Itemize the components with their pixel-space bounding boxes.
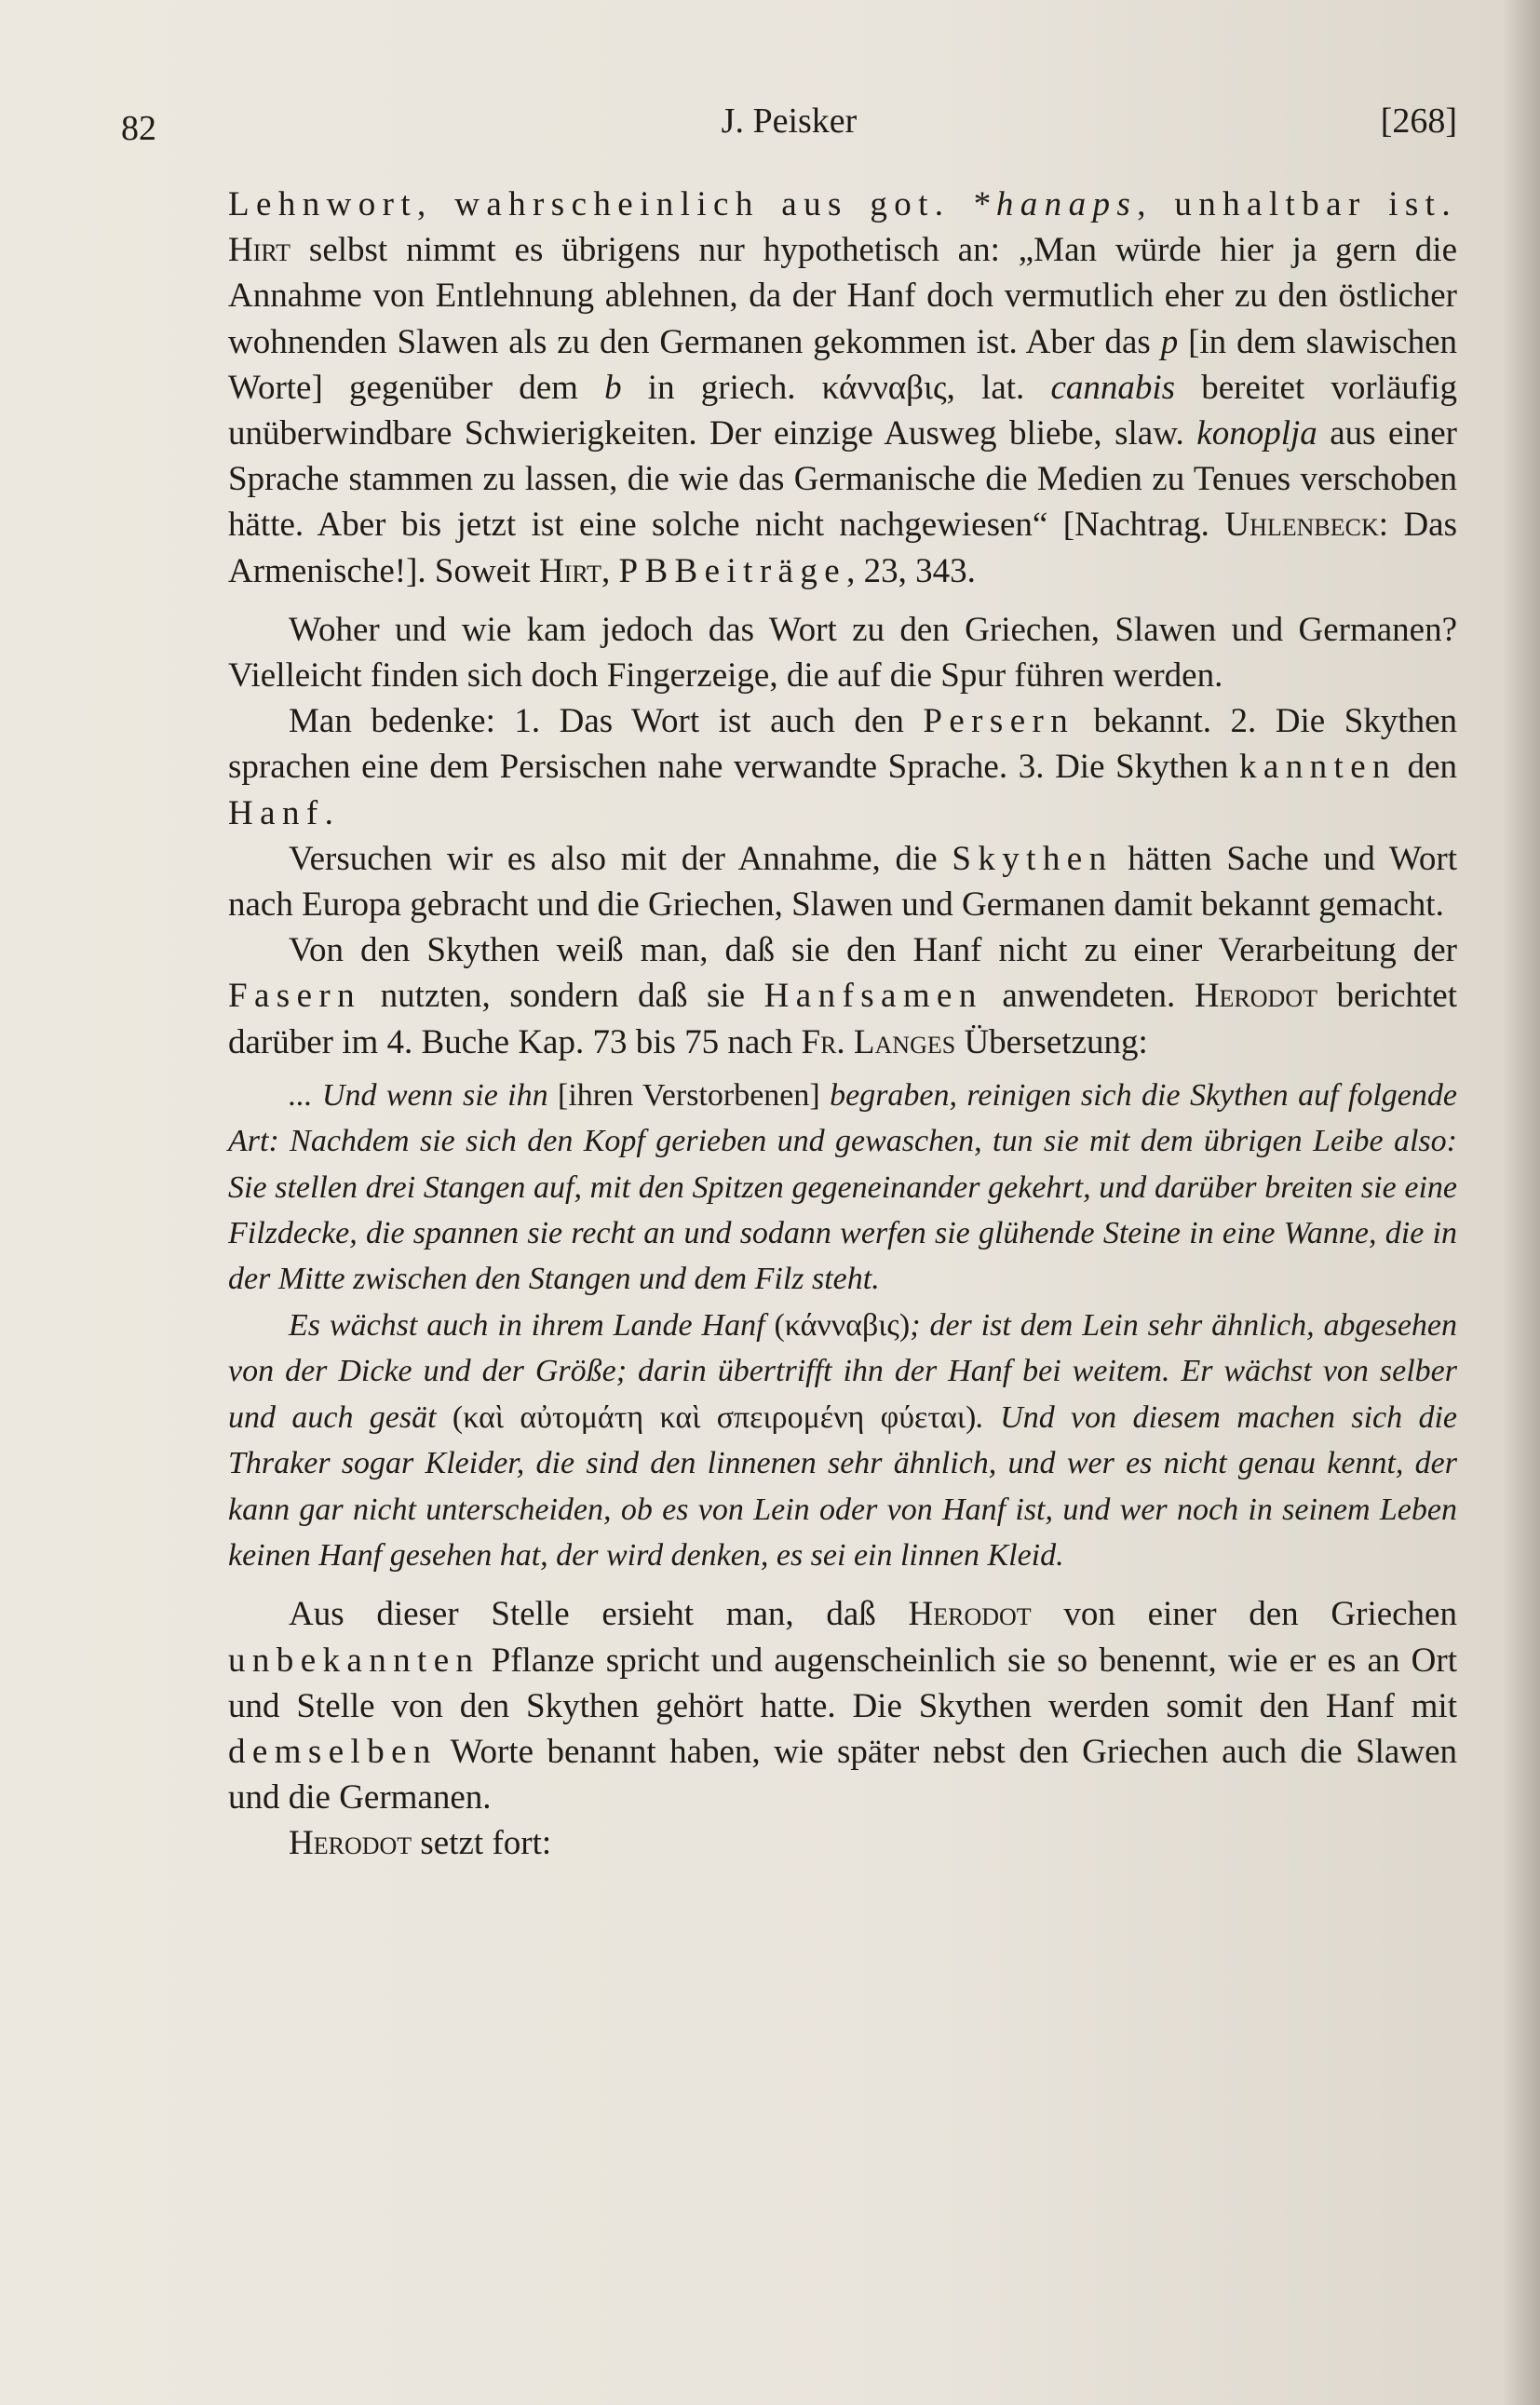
text-run: Herodot — [1194, 977, 1317, 1016]
text-run: aus einer Sprache stammen zu lassen, die wie das Germanische die Medien zu Tenues verschoben hätte. Aber bis jetzt ist eine solche nicht nachgewiesen“ [Nachtrag. — [228, 414, 1457, 545]
text-run: (κάνναβις) — [774, 1307, 911, 1343]
text-run: ; der ist dem Lein sehr ähnlich, abgesehen von der Dicke und der Größe; darin übertrifft ihn der Hanf bei weitem. Er wächst von selber und auch gesät — [228, 1307, 1457, 1435]
text-run: Hirt — [228, 231, 291, 270]
text-run: cannabis — [1050, 368, 1176, 407]
text-run: Man bedenke: 1. Das Wort ist auch den — [289, 702, 924, 741]
text-run: Übersetzung: — [955, 1022, 1148, 1061]
text-run: , — [601, 551, 619, 590]
paragraph-continuation — [228, 182, 1457, 594]
text-run: : Das Armenische!]. Soweit — [228, 506, 1457, 590]
text-run: konoplja — [1196, 414, 1317, 453]
paragraph-herodotus-continues — [228, 1820, 1457, 1866]
text-run: Herodot — [908, 1595, 1032, 1634]
text-run: b — [604, 368, 622, 407]
text-run: setzt fort: — [412, 1824, 552, 1863]
text-run: . — [324, 793, 333, 832]
text-run: Fasern — [228, 977, 362, 1016]
quotation-hemp — [228, 1303, 1457, 1578]
text-run: Lehnwort, wahrscheinlich aus got. — [228, 185, 972, 223]
body-text — [228, 182, 1457, 1867]
text-run: bereitet vorläufig unüberwindbare Schwierigkeiten. Der einzige Ausweg bliebe, slaw. — [228, 368, 1457, 453]
text-run: p — [1160, 322, 1179, 361]
text-run: unbekannten — [228, 1641, 480, 1680]
text-run: Woher und wie kam jedoch das Wort zu den Griechen, Slawen und Germanen? Vielleicht finden sich doch Fingerzeige, die auf die Spur führen werden. — [228, 610, 1457, 696]
text-run: Hirt — [538, 551, 601, 590]
paragraph-hypothesis — [228, 836, 1457, 927]
running-header — [121, 101, 1457, 156]
text-run: PBBeiträge — [618, 551, 847, 590]
text-run: demselben — [228, 1732, 438, 1771]
text-run: Hanf — [228, 793, 325, 832]
text-run: Fr. Langes — [801, 1022, 956, 1061]
quotation-burial-rite — [228, 1073, 1457, 1303]
text-run: Aus dieser Stelle ersieht man, daß — [289, 1595, 909, 1634]
text-run: Worte benannt haben, wie später nebst den Griechen auch die Slawen und die Germanen. — [228, 1732, 1457, 1817]
paragraph-conclusion — [228, 1591, 1457, 1820]
text-run: hätten Sache und Wort nach Europa gebracht und die Griechen, Slawen und Germanen damit bekannt gemacht. — [228, 839, 1457, 925]
text-run: , 23, 343. — [846, 551, 976, 590]
text-run: [in dem slawischen Worte] gegenüber dem — [228, 322, 1457, 407]
text-run: selbst nimmt es übrigens nur hypothetisch an: „Man würde hier ja gern die Annahme von Entlehnung ablehnen, da der Hanf doch vermutlich eher zu den östlicher wohnenden Slawen als zu den Germanen gekommen ist. Aber das — [228, 231, 1457, 361]
text-run: [ihren Verstorbenen] — [558, 1077, 820, 1113]
text-run: den — [1396, 748, 1457, 787]
text-run: Hanfsamen — [763, 977, 983, 1016]
text-run: , unhaltbar ist. — [1137, 185, 1458, 223]
page-edge-shadow — [1503, 0, 1540, 2405]
running-head-author: J. Peisker — [721, 101, 858, 141]
text-run: *hanaps — [971, 185, 1138, 223]
text-run: Pflanze spricht und augenscheinlich sie so benennt, wie er es an Ort und Stelle von den Skythen gehört hatte. Die Skythen werden somit den Hanf mit — [228, 1641, 1457, 1725]
page-number: 82 — [121, 109, 156, 148]
text-run: Versuchen wir es also mit der Annahme, die — [289, 839, 952, 878]
text-run: in griech. κάνναβις, lat. — [621, 368, 1051, 407]
text-run: berichtet darüber im 4. Buche Kap. 73 bis 75 nach — [228, 977, 1457, 1061]
paragraph-considerations — [228, 698, 1457, 836]
text-run: anwendeten. — [982, 977, 1195, 1016]
text-run: nutzten, sondern daß sie — [361, 977, 764, 1016]
text-run: . Und von diesem machen sich die Thraker sogar Kleider, die sind den linnenen sehr ähnlich, und wer es nicht genau kennt, der kann gar nicht unterscheiden, ob es von Lein oder von Hanf ist, und wer noch in seinem Leben keinen Hanf gesehen hat, der wird denken, es sei ein linnen Kleid. — [228, 1399, 1458, 1573]
paragraph-herodotus-intro — [228, 927, 1457, 1065]
text-run: Uhlenbeck — [1224, 506, 1379, 545]
text-run: ... Und wenn sie ihn — [289, 1077, 559, 1113]
text-run: bekannt. 2. Die Skythen sprachen eine dem Persischen nahe verwandte Sprache. 3. Die Skythen — [228, 702, 1458, 787]
text-run: begraben, reinigen sich die Skythen auf folgende Art: Nachdem sie sich den Kopf gerieben und gewaschen, tun sie mit dem übrigen Leibe also: Sie stellen drei Stangen auf, mit den Spitzen gegeneinander gekehrt, und darüber breiten sie eine Filzdecke, die spannen sie recht an und sodann werfen sie glühende Steine in eine Wanne, die in der Mitte zwischen den Stangen und dem Filz steht. — [228, 1077, 1457, 1297]
text-run: (καὶ αὐτομάτη καὶ σπειρομένη φύεται) — [452, 1399, 977, 1435]
text-run: Persern — [923, 702, 1075, 741]
text-run: von einer den Griechen — [1031, 1595, 1457, 1634]
text-run: Von den Skythen weiß man, daß sie den Hanf nicht zu einer Verarbeitung der — [289, 931, 1457, 970]
text-run: Skythen — [952, 839, 1114, 878]
original-page-number: [268] — [1380, 101, 1457, 141]
text-run: Herodot — [289, 1824, 412, 1863]
text-run: kannten — [1239, 748, 1397, 787]
paragraph-question — [228, 607, 1457, 698]
text-run: Es wächst auch in ihrem Lande Hanf — [289, 1307, 775, 1343]
